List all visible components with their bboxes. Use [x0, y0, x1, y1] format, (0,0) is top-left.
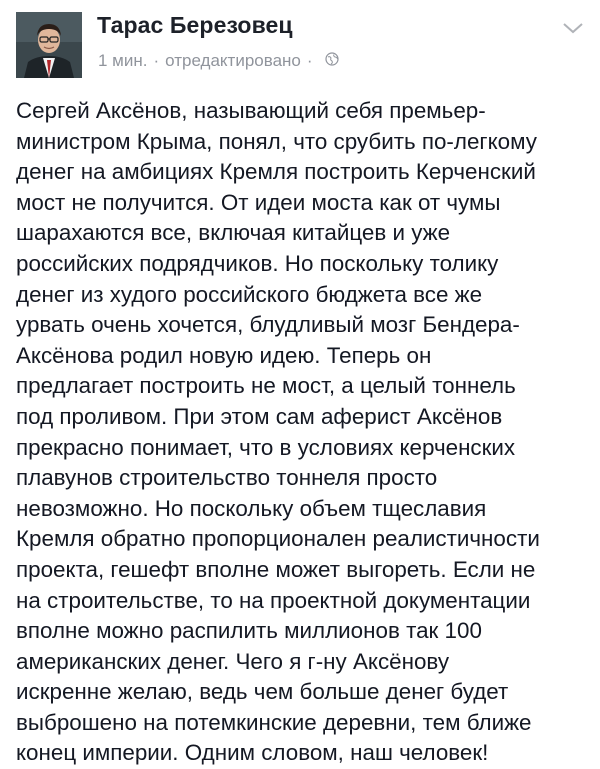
post-text: Сергей Аксёнов, называющий себя премьер- министром Крыма, понял, что срубить по-легкому денег на амбициях Кремля построить Керченский мост не получится. От идеи моста как от чумы шарахаются все, включая китайцев и уже российских подрядчиков. Но поскольку толику денег из худого российского бюджета все же урвать очень хочется, блудливый мозг Бендера- Аксёнова родил новую идею. Теперь он предлагает построить не мост, а целый тоннель под проливом. При этом сам аферист Аксёнов прекрасно понимает, что в условиях керченских плавунов строительство тоннеля просто невозможно. Но поскольку объем тщеславия Кремля обратно пропорционален реалистичности проекта, гешефт вполне может выгореть. Если не на строительстве, то на проектной документации вполне можно распилить миллионов так 100 американских денег. Чего я г-ну Аксёнову искренне желаю, ведь чем больше денег будет выброшено на потемкинские деревни, тем ближе конец империи. Одним словом, наш человек! — [16, 98, 540, 766]
author-name[interactable]: Тарас Березовец — [97, 12, 293, 38]
meta-separator: · — [306, 51, 313, 70]
meta-separator: · — [153, 51, 160, 70]
post-meta — [98, 51, 339, 71]
globe-icon[interactable] — [325, 51, 339, 71]
post-time[interactable]: 1 мин. — [98, 51, 148, 70]
chevron-down-icon[interactable] — [562, 20, 584, 36]
avatar[interactable] — [16, 12, 82, 78]
edited-label[interactable]: отредактировано — [165, 51, 301, 70]
